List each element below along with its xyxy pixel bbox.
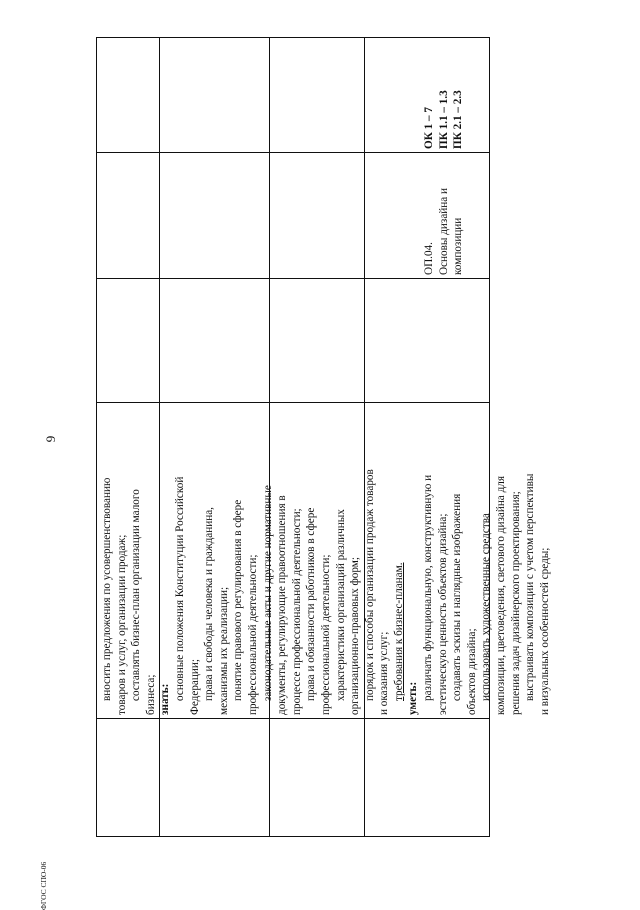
row-divider <box>96 718 490 719</box>
underlined-text: требования к бизнес-планам. <box>392 562 405 701</box>
text-line <box>392 403 407 715</box>
text-line: характеристики организаций различных <box>334 509 347 701</box>
text-line: процессе профессиональной деятельности; <box>290 508 303 715</box>
competence-item: ПК 2.1 – 2.3 <box>452 90 465 149</box>
footer-wrap <box>40 862 50 910</box>
text-line: товаров и услуг, организации продаж; <box>115 534 128 715</box>
text-line: объектов дизайна; <box>465 628 478 715</box>
discipline-code: ОП.04. <box>423 242 435 275</box>
competences-cell <box>422 41 466 149</box>
text-line: организационно-правовых форм; <box>349 557 362 715</box>
text-line: законодательные акты и другие нормативные <box>261 485 274 701</box>
text-line: и оказания услуг; <box>378 631 391 715</box>
text-line: использовать художественные средства <box>480 513 493 701</box>
requirements-text <box>100 403 552 715</box>
text-line: эстетическую ценность объектов дизайна; <box>436 513 449 715</box>
text-line: Федерации; <box>188 659 201 715</box>
text-line: основные положения Конституции Российской <box>173 476 186 701</box>
text-line: профессиональной деятельности; <box>319 554 332 715</box>
text-line: составлять бизнес-план организации малого <box>130 489 143 701</box>
text-line: и визуальных особенностей среды; <box>538 547 551 715</box>
discipline-name-line: Основы дизайна и <box>437 187 450 275</box>
section-heading: знать: <box>159 683 172 715</box>
row-divider <box>96 152 490 153</box>
footer-code: ФГОС СПО-06 <box>39 861 48 910</box>
discipline-cell <box>422 165 466 275</box>
rotated-table <box>96 37 551 837</box>
text-line: вносить предложения по усовершенствованию <box>101 477 113 701</box>
text-line: профессиональной деятельности; <box>246 554 259 715</box>
text-line: выстраивать композиции с учетом перспективы <box>524 473 537 701</box>
section-heading: уметь: <box>407 681 420 715</box>
text-line: различать функциональную, конструктивную и <box>422 474 435 701</box>
text-line: создавать эскизы и наглядные изображения <box>451 493 464 701</box>
text-line: документы, регулирующие правоотношения в <box>276 495 289 715</box>
text-line: механизмы их реализации; <box>217 586 230 715</box>
text-line: бизнеса; <box>144 674 157 715</box>
text-line: понятие правового регулирования в сфере <box>232 499 245 701</box>
text-line: решения задач дизайнерского проектирования; <box>509 491 522 715</box>
text-line: композиции, цветоведения, светового дизайна для <box>495 476 508 715</box>
text-line: права и свободы человека и гражданина, <box>203 507 216 701</box>
competence-item: ОК 1 – 7 <box>423 107 435 149</box>
text-line: права и обязанности работников в сфере <box>305 507 318 701</box>
discipline-name-line: композиции <box>452 217 465 275</box>
text-line: порядок и способы организации продаж товаров <box>363 469 376 701</box>
row-divider <box>96 278 490 279</box>
competence-item: ПК 1.1 – 1.3 <box>437 90 450 149</box>
page-number: 9 <box>43 435 58 443</box>
